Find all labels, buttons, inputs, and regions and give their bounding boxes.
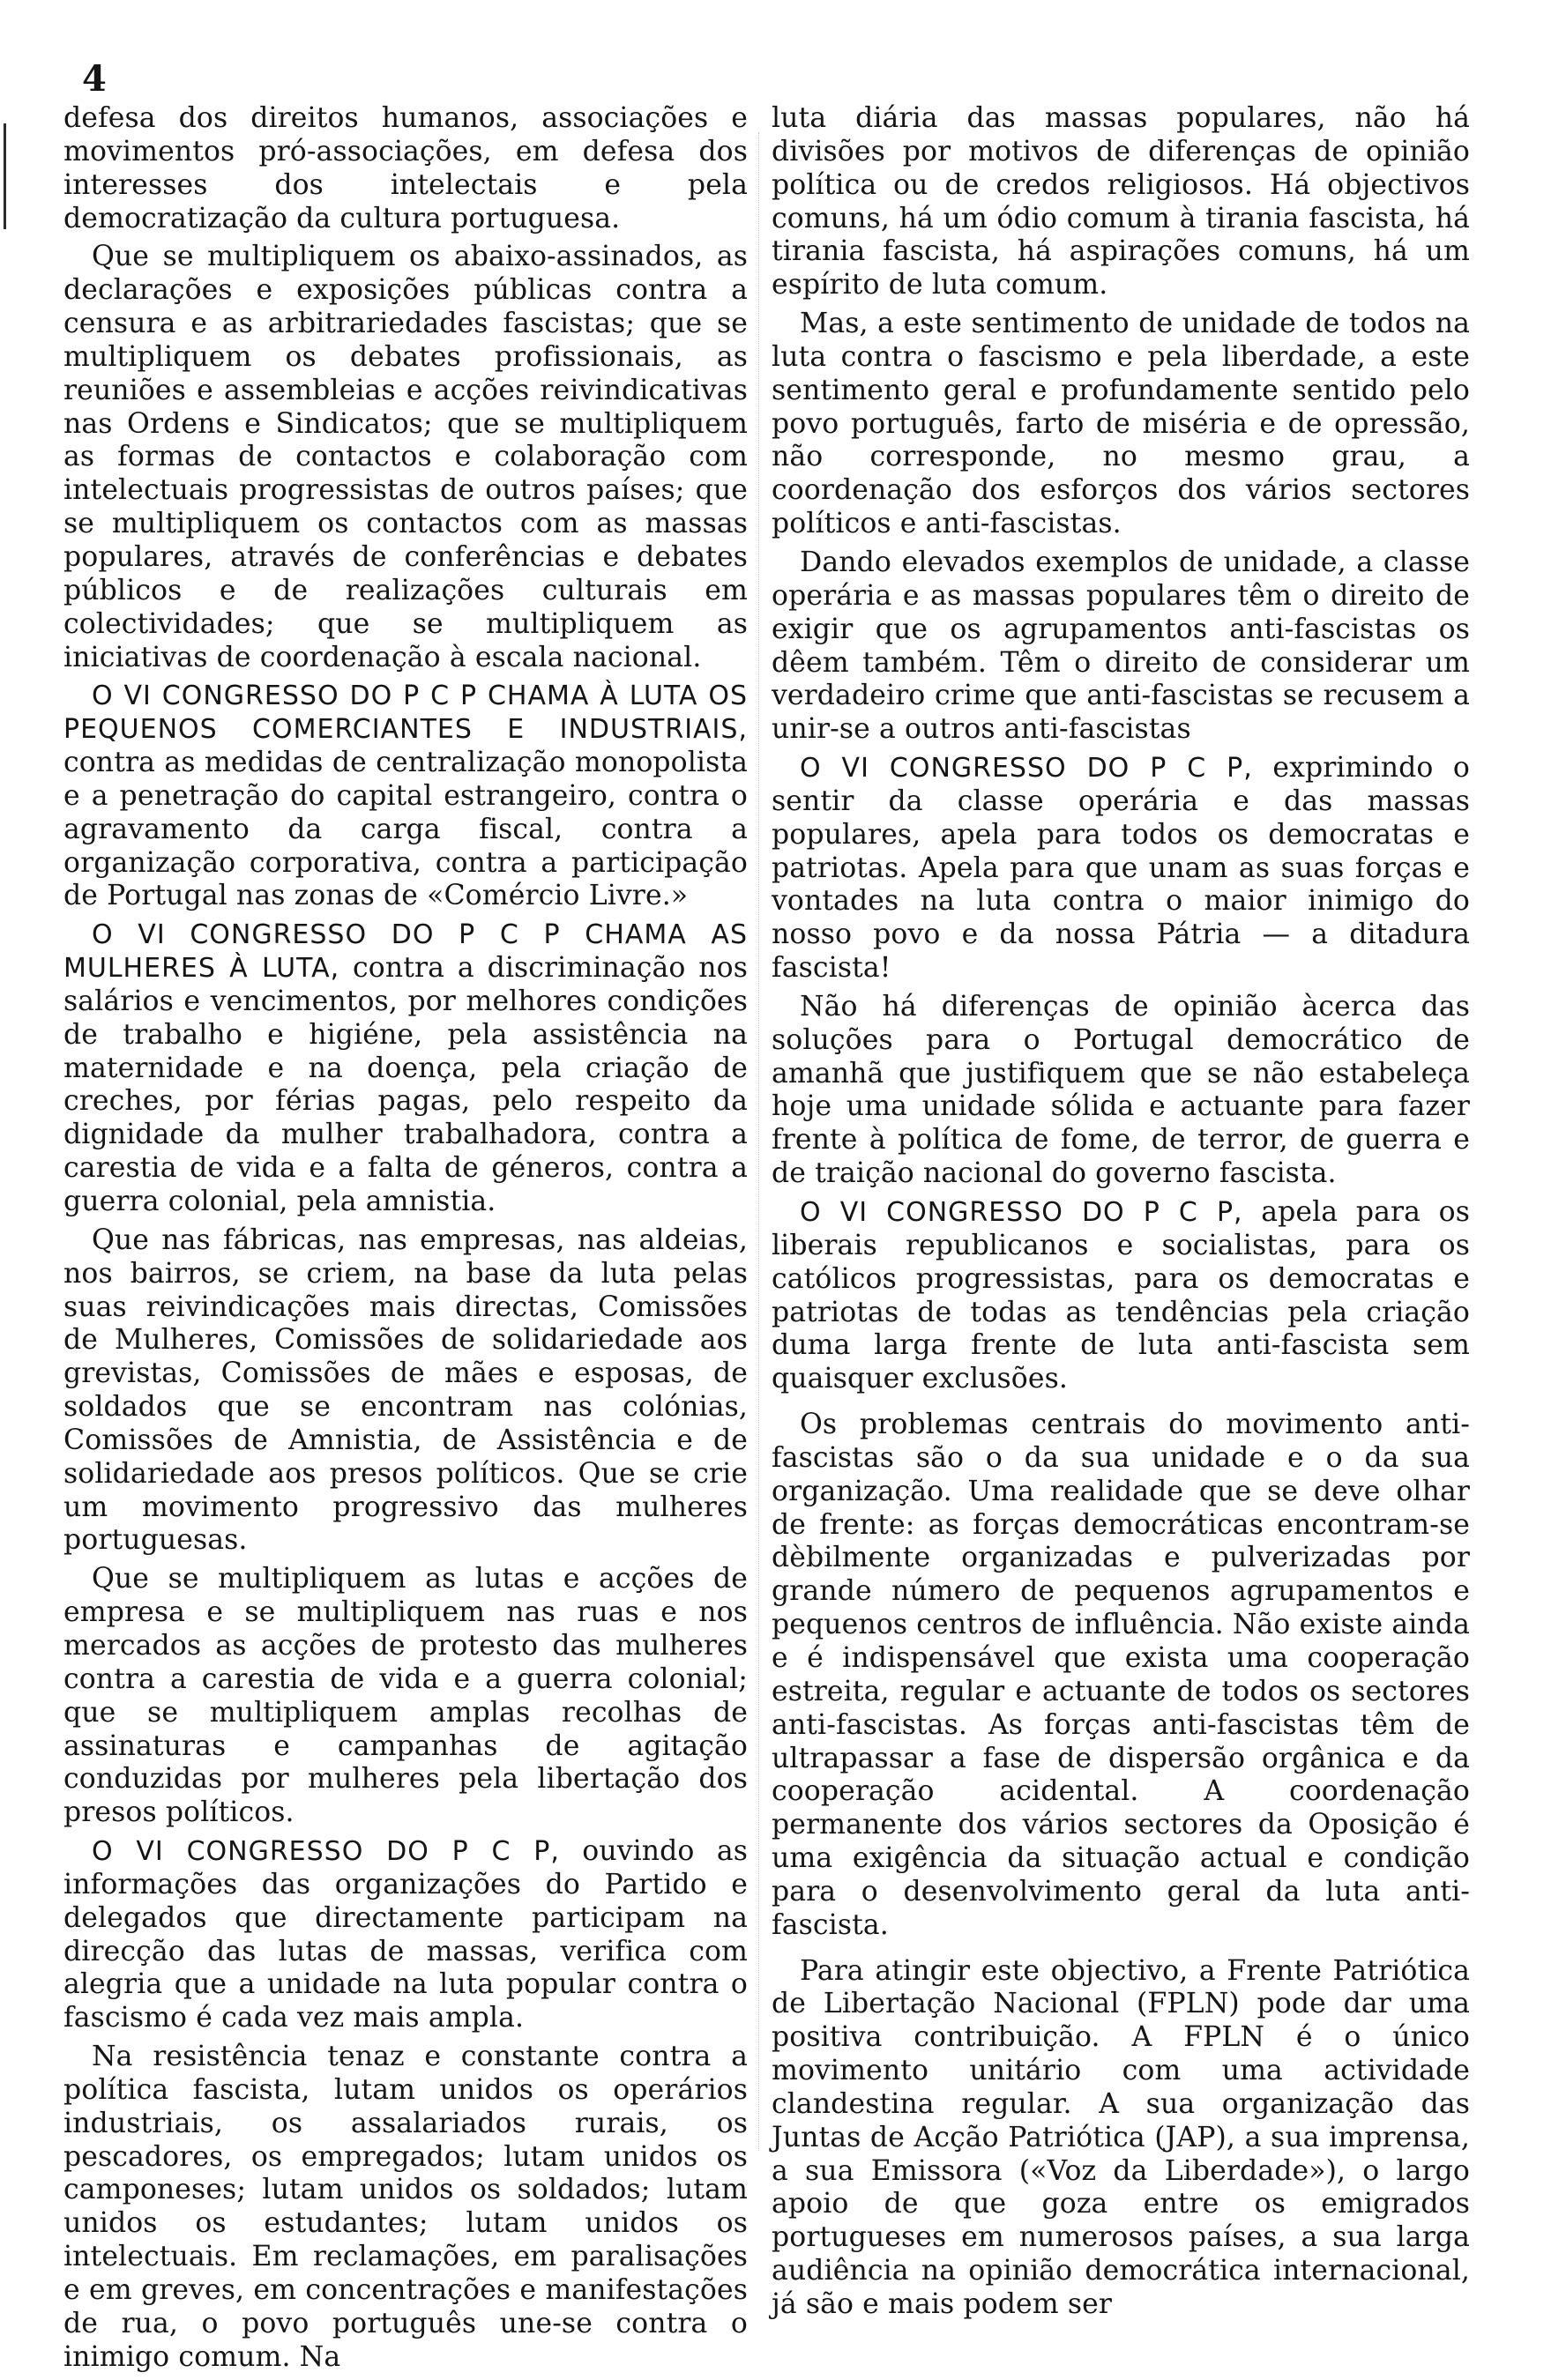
paragraph bbox=[772, 1955, 1470, 2322]
paragraph-text: Que se multipliquem os abaixo-assinados, as declarações e exposições públicas contra a censura e as arbitrariedades fascistas; que se multipliquem os debates profissionais, as reuniões e assembleias e acções reivindicativas nas Ordens e Sindicatos; que se multipliquem as formas de contactos e colaboração com intelectuais progressistas de outros países; que se multipliquem os contactos com as massas populares, através de conferências e debates públicos e de realizações culturais em colectividades; que se multipliquem as iniciativas de coordenação à escala nacional. bbox=[63, 241, 748, 673]
paragraph bbox=[63, 2041, 748, 2374]
congress-lead: O VI CONGRESSO DO P C P CHAMA AS MULHERES À LUTA, bbox=[63, 919, 748, 985]
scan-edge-mark bbox=[4, 123, 6, 229]
paragraph-text: ouvindo as informações das organizações do Partido e delegados que directamente participam na direcção das lutas de massas, verifica com alegria que a unidade na luta popular contra o fascismo é cada vez mais ampla. bbox=[63, 1835, 749, 2034]
paragraph bbox=[772, 752, 1470, 985]
left-column bbox=[63, 102, 748, 2380]
right-column bbox=[772, 102, 1470, 2327]
paragraph-text: Que se multipliquem as lutas e acções de empresa e se multipliquem nas ruas e nos mercados as acções de protesto das mulheres contra a carestia de vida e a guerra colonial; que se multipliquem amplas recolhas de assinaturas e campanhas de agitação conduzidas por mulheres pela libertação dos presos políticos. bbox=[63, 1563, 748, 1829]
paragraph-text: Dando elevados exemplos de unidade, a classe operária e as massas populares têm o direito de exigir que os agrupamentos anti-fascistas os dêem também. Têm o direito de considerar um verdadeiro crime que anti-fascistas se recusem a unir-se a outros anti-fascistas bbox=[772, 546, 1470, 746]
paragraph bbox=[772, 991, 1470, 1191]
paragraph bbox=[772, 1196, 1470, 1396]
congress-lead: O VI CONGRESSO DO P C P CHAMA À LUTA OS PEQUENOS COMERCIANTES E INDUSTRIAIS, bbox=[63, 681, 748, 746]
congress-lead: O VI CONGRESSO DO P C P, bbox=[800, 1197, 1243, 1228]
paragraph bbox=[63, 1224, 748, 1558]
paragraph-text: Não há diferenças de opinião àcerca das soluções para o Portugal democrático de amanhã que justifiquem que se não estabeleça hoje uma unidade sólida e actuante para fazer frente à política de fome, de terror, de guerra e de traição nacional do governo fascista. bbox=[772, 990, 1470, 1190]
paragraph bbox=[63, 241, 748, 674]
paragraph-text: Mas, a este sentimento de unidade de todos na luta contra o fascismo e pela liberdade, a este sentimento geral e profundamente sentido pelo povo português, farto de miséria e de opressão, não corresponde, no mesmo grau, a coordenação dos esforços dos vários sectores políticos e anti-fascistas. bbox=[772, 308, 1470, 540]
paragraph-text: luta diária das massas populares, não há divisões por motivos de diferenças de opinião política ou de credos religiosos. Há objectivos comuns, há um ódio comum à tirania fascista, há tirania fascista, há aspirações comuns, há um espírito de luta comum. bbox=[772, 102, 1470, 301]
paragraph bbox=[63, 1835, 748, 2035]
congress-lead: O VI CONGRESSO DO P C P, bbox=[92, 1836, 560, 1868]
paragraph-text: contra as medidas de centralização monopolista e a penetração do capital estrangeiro, contra o agravamento da carga fiscal, contra a organização corporativa, contra a participação de Portugal nas zonas de «Comércio Livre.» bbox=[63, 747, 748, 912]
paragraph bbox=[772, 102, 1470, 302]
paragraph-text: defesa dos direitos humanos, associações e movimentos pró-associações, em defesa dos interesses dos intelectais e pela democratização da cultura portuguesa. bbox=[63, 102, 748, 234]
paragraph-text: apela para os liberais republicanos e socialistas, para os católicos progressistas, para os democratas e patriotas de todas as tendências pela criação duma larga frente de luta anti-fascista sem quaisquer exclusões. bbox=[772, 1196, 1470, 1395]
paragraph bbox=[63, 102, 748, 235]
paragraph-text: Para atingir este objectivo, a Frente Patriótica de Libertação Nacional (FPLN) pode dar uma positiva contribuição. A FPLN é o único movimento unitário com uma actividade clandestina regular. A sua organização das Juntas de Acção Patriótica (JAP), a sua imprensa, a sua Emissora («Voz da Liberdade»), o largo apoio de que goza entre os emigrados portugueses em numerosos países, a sua larga audiência na opinião democrática internacional, já são e mais podem ser bbox=[772, 1954, 1470, 2320]
paragraph bbox=[63, 919, 748, 1219]
paragraph-text: Na resistência tenaz e constante contra a política fascista, lutam unidos os operários industriais, os assalariados rurais, os pescadores, os empregados; lutam unidos os camponeses; lutam unidos os soldados; lutam unidos os estudantes; lutam unidos os intelectuais. Em reclamações, em paralisações e em greves, em concentrações e manifestações de rua, o povo português une-se contra o inimigo comum. Na bbox=[63, 2041, 748, 2373]
paragraph-text: Que nas fábricas, nas empresas, nas aldeias, nos bairros, se criem, na base da luta pelas suas reivindicações mais directas, Comissões de Mulheres, Comissões de solidariedade aos grevistas, Comissões de mães e esposas, de soldados que se encontram nas colónias, Comissões de Amnistia, de Assistência e de solidariedade aos presos políticos. Que se crie um movimento progressivo das mulheres portuguesas. bbox=[63, 1223, 748, 1557]
page-number: 4 bbox=[82, 58, 107, 100]
paragraph-text: Os problemas centrais do movimento anti-fascistas são o da sua unidade e o da sua organização. Uma realidade que se deve olhar de frente: as forças democráticas encontram-se dèbilmente organizadas e pulverizadas por grande número de pequenos agrupamentos e pequenos centros de influência. Não existe ainda e é indispensável que exista uma cooperação estreita, regular e actuante de todos os sectores anti-fascistas. As forças anti-fascistas têm de ultrapassar a fase de dispersão orgânica e da cooperação acidental. A coordenação permanente dos vários sectores da Oposição é uma exigência da situação actual e condição para o desenvolvimento geral da luta anti-fascista. bbox=[772, 1409, 1470, 1941]
paragraph bbox=[772, 1409, 1470, 1943]
paragraph-text: exprimindo o sentir da classe operária e das massas populares, apela para todos os democratas e patriotas. Apela para que unam as suas forças e vontades na luta contra o maior inimigo do nosso povo e da nossa Pátria — a ditadura fascista! bbox=[772, 752, 1470, 985]
congress-lead: O VI CONGRESSO DO P C P, bbox=[800, 753, 1253, 785]
paragraph bbox=[772, 547, 1470, 747]
paragraph-text: contra a discriminação nos salários e vencimentos, por melhores condições de trabalho e higiéne, pela assistência na maternidade e na doença, pela criação de creches, por férias pagas, pelo respeito da dignidade da mulher trabalhadora, contra a carestia de vida e a falta de géneros, contra a guerra colonial, pela amnistia. bbox=[63, 952, 748, 1217]
column-divider bbox=[758, 132, 759, 2151]
paragraph bbox=[63, 680, 748, 913]
paragraph bbox=[63, 1563, 748, 1830]
paragraph bbox=[772, 308, 1470, 541]
